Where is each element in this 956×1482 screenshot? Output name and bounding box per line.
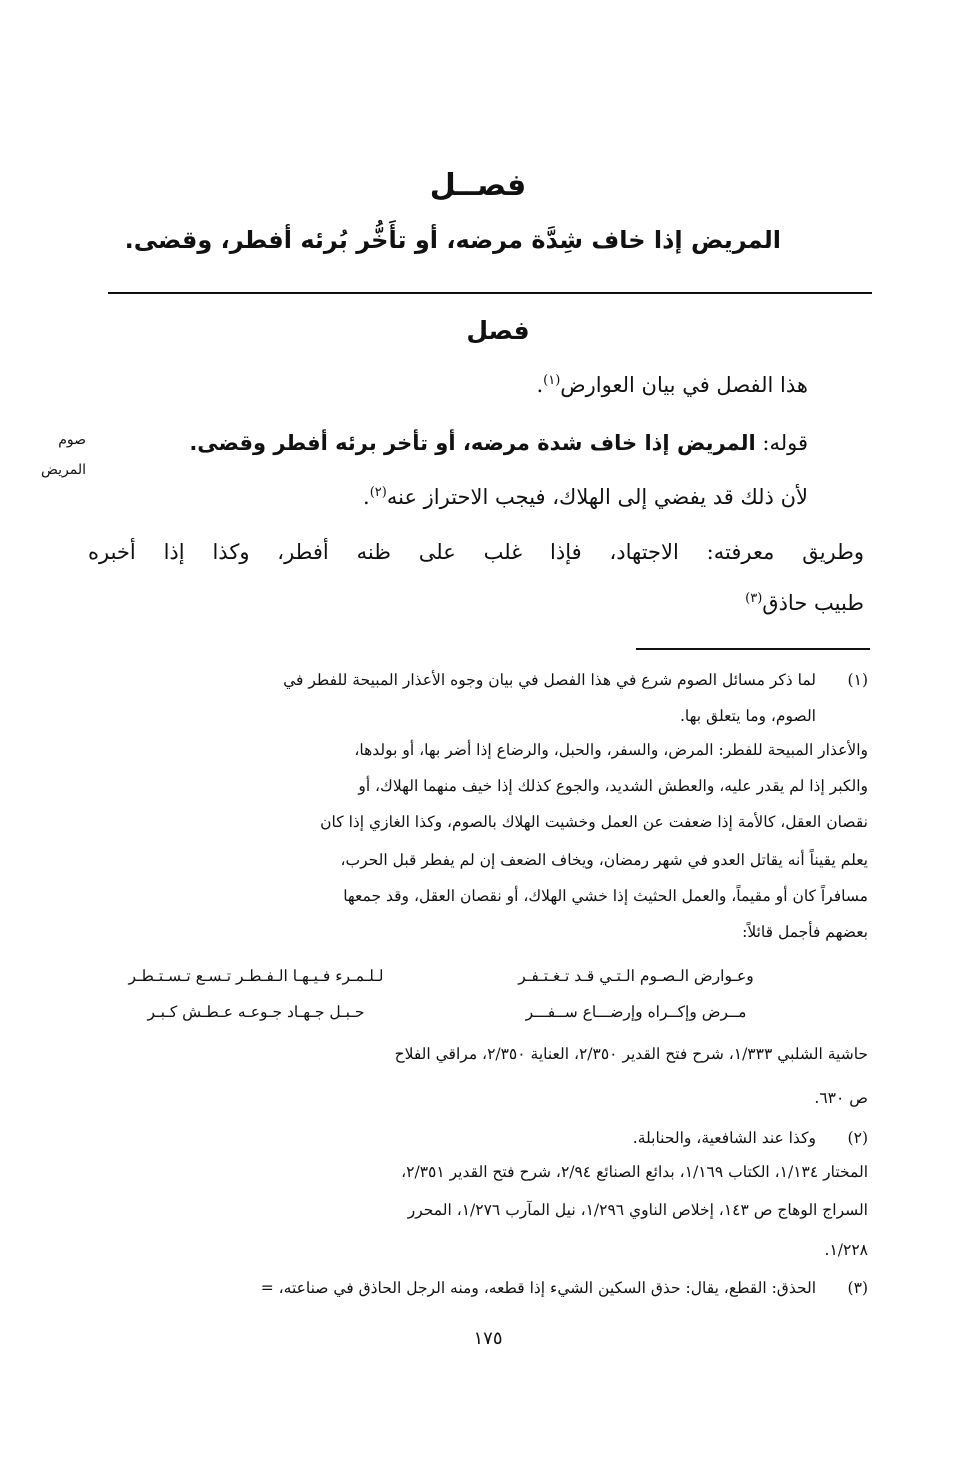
footnote-2-line: السراج الوهاج ص ١٤٣، إخلاص الناوي ١/٢٩٦، نيل المآرب ١/٢٧٦، المحرر — [407, 1201, 868, 1219]
footnote-1-number: (١) — [847, 671, 868, 689]
footnote-1-source: ص ٦٣٠. — [814, 1089, 868, 1107]
footnote-ref-3[interactable]: (٣) — [745, 591, 763, 606]
commentary-line-1-text: هذا الفصل في بيان العوارض — [560, 373, 808, 397]
footnote-ref-1[interactable]: (١) — [543, 373, 561, 388]
footnote-1-source: حاشية الشلبي ١/٣٣٣، شرح فتح القدير ٢/٣٥٠، العناية ٢/٣٥٠، مراقي الفلاح — [394, 1045, 868, 1063]
footnote-ref-2[interactable]: (٢) — [369, 485, 387, 500]
commentary-line-1 — [88, 368, 808, 402]
page-number: ١٧٥ — [473, 1328, 503, 1349]
header-divider — [108, 292, 872, 294]
footnote-2-number: (٢) — [847, 1129, 868, 1147]
margin-note-line-2: المريض — [40, 462, 86, 478]
footnote-1-line: مسافراً كان أو مقيماً، والعمل الحثيث إذا خشي الهلاك، أو نقصان العقل، وقد جمعها — [343, 887, 868, 905]
commentary-line-2-prefix: قوله: — [755, 431, 808, 455]
verse-line-1 — [96, 962, 796, 990]
footnote-2-line: ١/٢٢٨. — [824, 1241, 868, 1259]
footnote-1-line: بعضهم فأجمل قائلاً: — [742, 923, 868, 941]
commentary-line-3 — [88, 480, 808, 514]
footnote-1-line: لما ذكر مسائل الصوم شرع في هذا الفصل في بيان وجوه الأعذار المبيحة للفطر في — [283, 671, 816, 689]
footnote-3-number: (٣) — [847, 1279, 868, 1297]
verse-2-hemistich-left: حـبـل جـهـاد جـوعـه عـطـش كـبـر — [147, 1003, 365, 1021]
margin-note-line-1: صوم — [58, 432, 86, 448]
chapter-title: فصــل — [429, 168, 527, 203]
commentary-line-5-text: طبيب حاذق — [762, 591, 864, 615]
verse-1-hemistich-right: وعـوارض الـصـوم الـتـي قـد تـغـتـفـر — [518, 967, 754, 985]
footnote-2-line: وكذا عند الشافعية، والحنابلة. — [632, 1129, 816, 1147]
commentary-line-3-text: لأن ذلك قد يفضي إلى الهلاك، فيجب الاحتراز عنه — [386, 485, 808, 509]
footnote-1-line: والكبر إذا لم يقدر عليه، والعطش الشديد، والجوع كذلك إذا خيف منهما الهلاك، أو — [358, 777, 868, 795]
footnote-3-line: الحذق: القطع، يقال: حذق السكين الشيء إذا قطعه، ومنه الرجل الحاذق في صناعته، = — [260, 1279, 816, 1297]
commentary-line-2 — [88, 426, 808, 460]
verse-line-2 — [96, 998, 796, 1026]
commentary-line-1-end: . — [536, 373, 544, 397]
footnote-1-line: الصوم، وما يتعلق بها. — [679, 707, 816, 725]
footnote-divider — [636, 648, 870, 650]
footnote-2-line: المختار ١/١٣٤، الكتاب ١/١٦٩، بدائع الصنائع ٢/٩٤، شرح فتح القدير ٢/٣٥١، — [401, 1163, 868, 1181]
matn-text: المريض إذا خاف شِدَّة مرضه، أو تأَخُّر بُرئه أفطر، وقضى. — [124, 226, 781, 254]
commentary-line-2-quote: المريض إذا خاف شدة مرضه، أو تأخر برئه أفطر وقضى. — [189, 431, 756, 455]
footnote-1-line: نقصان العقل، كالأمة إذا ضعفت عن العمل وخشيت الهلاك بالصوم، وكذا الغازي إذا كان — [320, 813, 868, 831]
commentary-line-3-end: . — [363, 485, 370, 509]
commentary-line-5 — [144, 586, 864, 620]
commentary-line-4: وطريق معرفته: الاجتهاد، فإذا غلب على ظنه أفطر، وكذا إذا أخبره — [88, 540, 864, 564]
verse-1-hemistich-left: لـلـمـرء فـيـهـا الـفـطـر تـسـع تـسـتـطـر — [128, 967, 384, 985]
footnote-1-line: والأعذار المبيحة للفطر: المرض، والسفر، والحبل، والرضاع إذا أضر بها، أو بولدها، — [354, 741, 868, 759]
footnote-1-line: يعلم يقيناً أنه يقاتل العدو في شهر رمضان، ويخاف الضعف إن لم يفطر قبل الحرب، — [340, 851, 868, 869]
verse-2-hemistich-right: مــرض وإكــراه وإرضـــاع ســفـــر — [525, 1003, 747, 1021]
commentary-title: فصل — [466, 316, 530, 345]
